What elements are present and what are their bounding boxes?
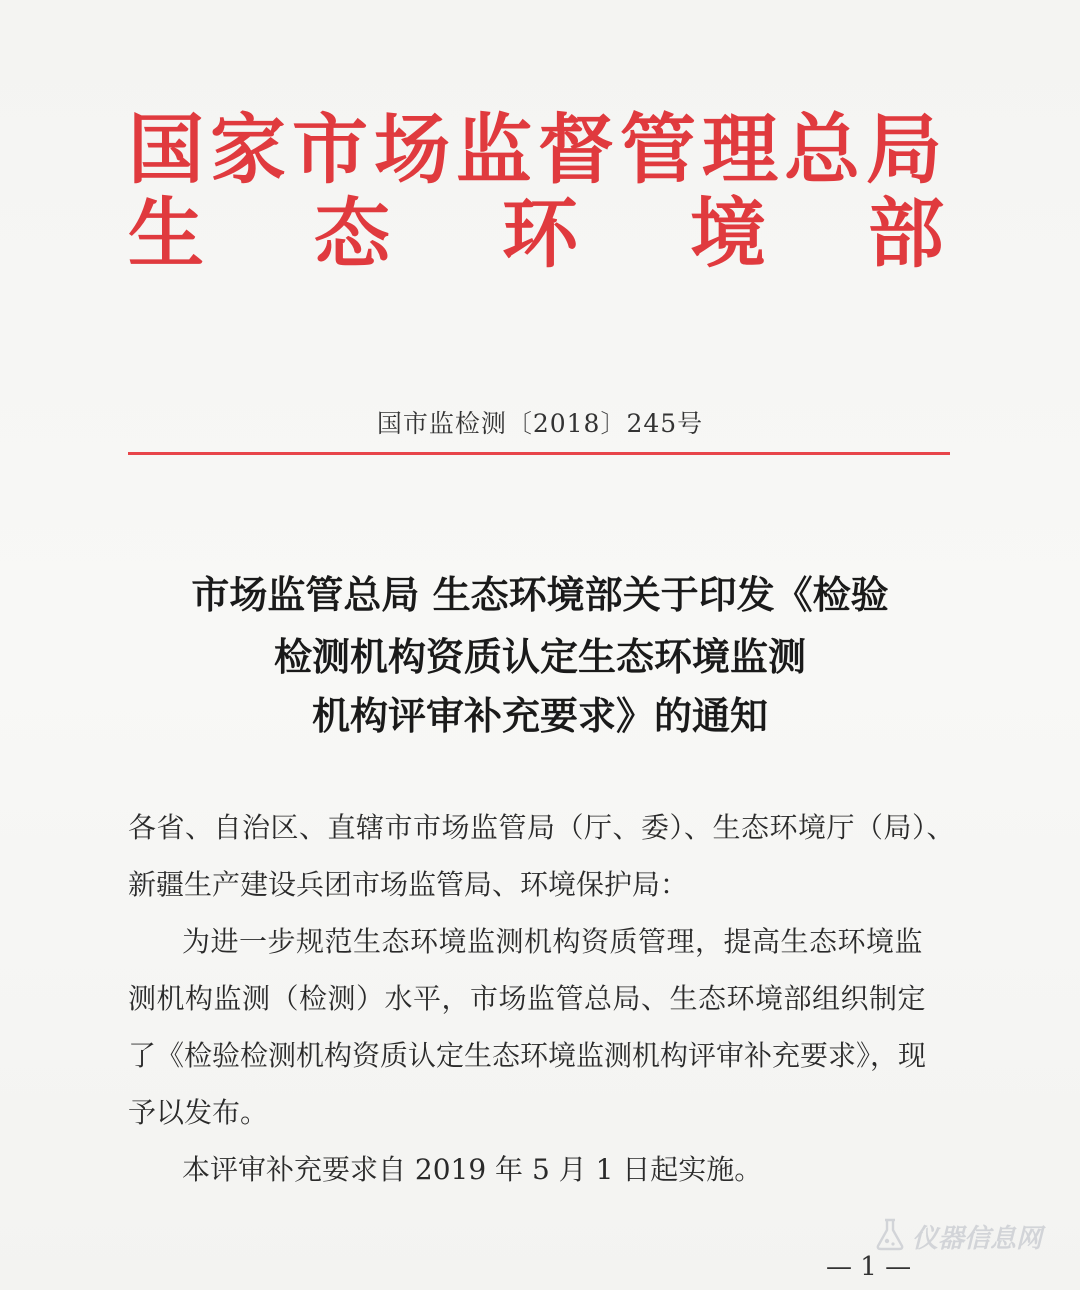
body-paragraph-line: 予以发布。 — [128, 1096, 269, 1129]
body-paragraph-line: 为进一步规范生态环境监测机构资质管理，提高生态环境监 — [182, 925, 924, 958]
red-divider — [128, 452, 950, 455]
flask-icon — [872, 1216, 908, 1252]
document-title-line: 检测机构资质认定生态环境监测 — [273, 635, 806, 679]
body-paragraph-line: 测机构监测（检测）水平，市场监管总局、生态环境部组织制定 — [128, 982, 927, 1015]
issuer-mee-char: 生 — [128, 189, 204, 278]
issuer-mee-char: 环 — [502, 189, 578, 278]
document-number: 国市监检测〔2018〕245号 — [376, 409, 704, 438]
issuer-mee-char: 态 — [314, 189, 390, 278]
addressee-line: 新疆生产建设兵团市场监管局、环境保护局： — [128, 868, 689, 901]
effective-date-line: 本评审补充要求自 2019 年 5 月 1 日起实施。 — [182, 1153, 763, 1186]
issuer-samr: 国家市场监督管理总局 — [128, 105, 948, 194]
issuer-mee — [128, 189, 944, 278]
document-title-line: 机构评审补充要求》的通知 — [311, 694, 768, 738]
watermark-text: 仪器信息网 — [912, 1224, 1043, 1254]
document-title-line: 市场监管总局 生态环境部关于印发《检验 — [191, 573, 889, 617]
issuer-mee-char: 境 — [690, 189, 766, 278]
page-number: — 1 — — [826, 1252, 912, 1282]
watermark — [872, 1212, 1062, 1258]
body-paragraph-line: 了《检验检测机构资质认定生态环境监测机构评审补充要求》，现 — [128, 1039, 927, 1072]
issuer-mee-char: 部 — [868, 189, 944, 278]
addressee-line: 各省、自治区、直辖市市场监管局（厅、委）、生态环境厅（局）、 — [128, 811, 956, 844]
